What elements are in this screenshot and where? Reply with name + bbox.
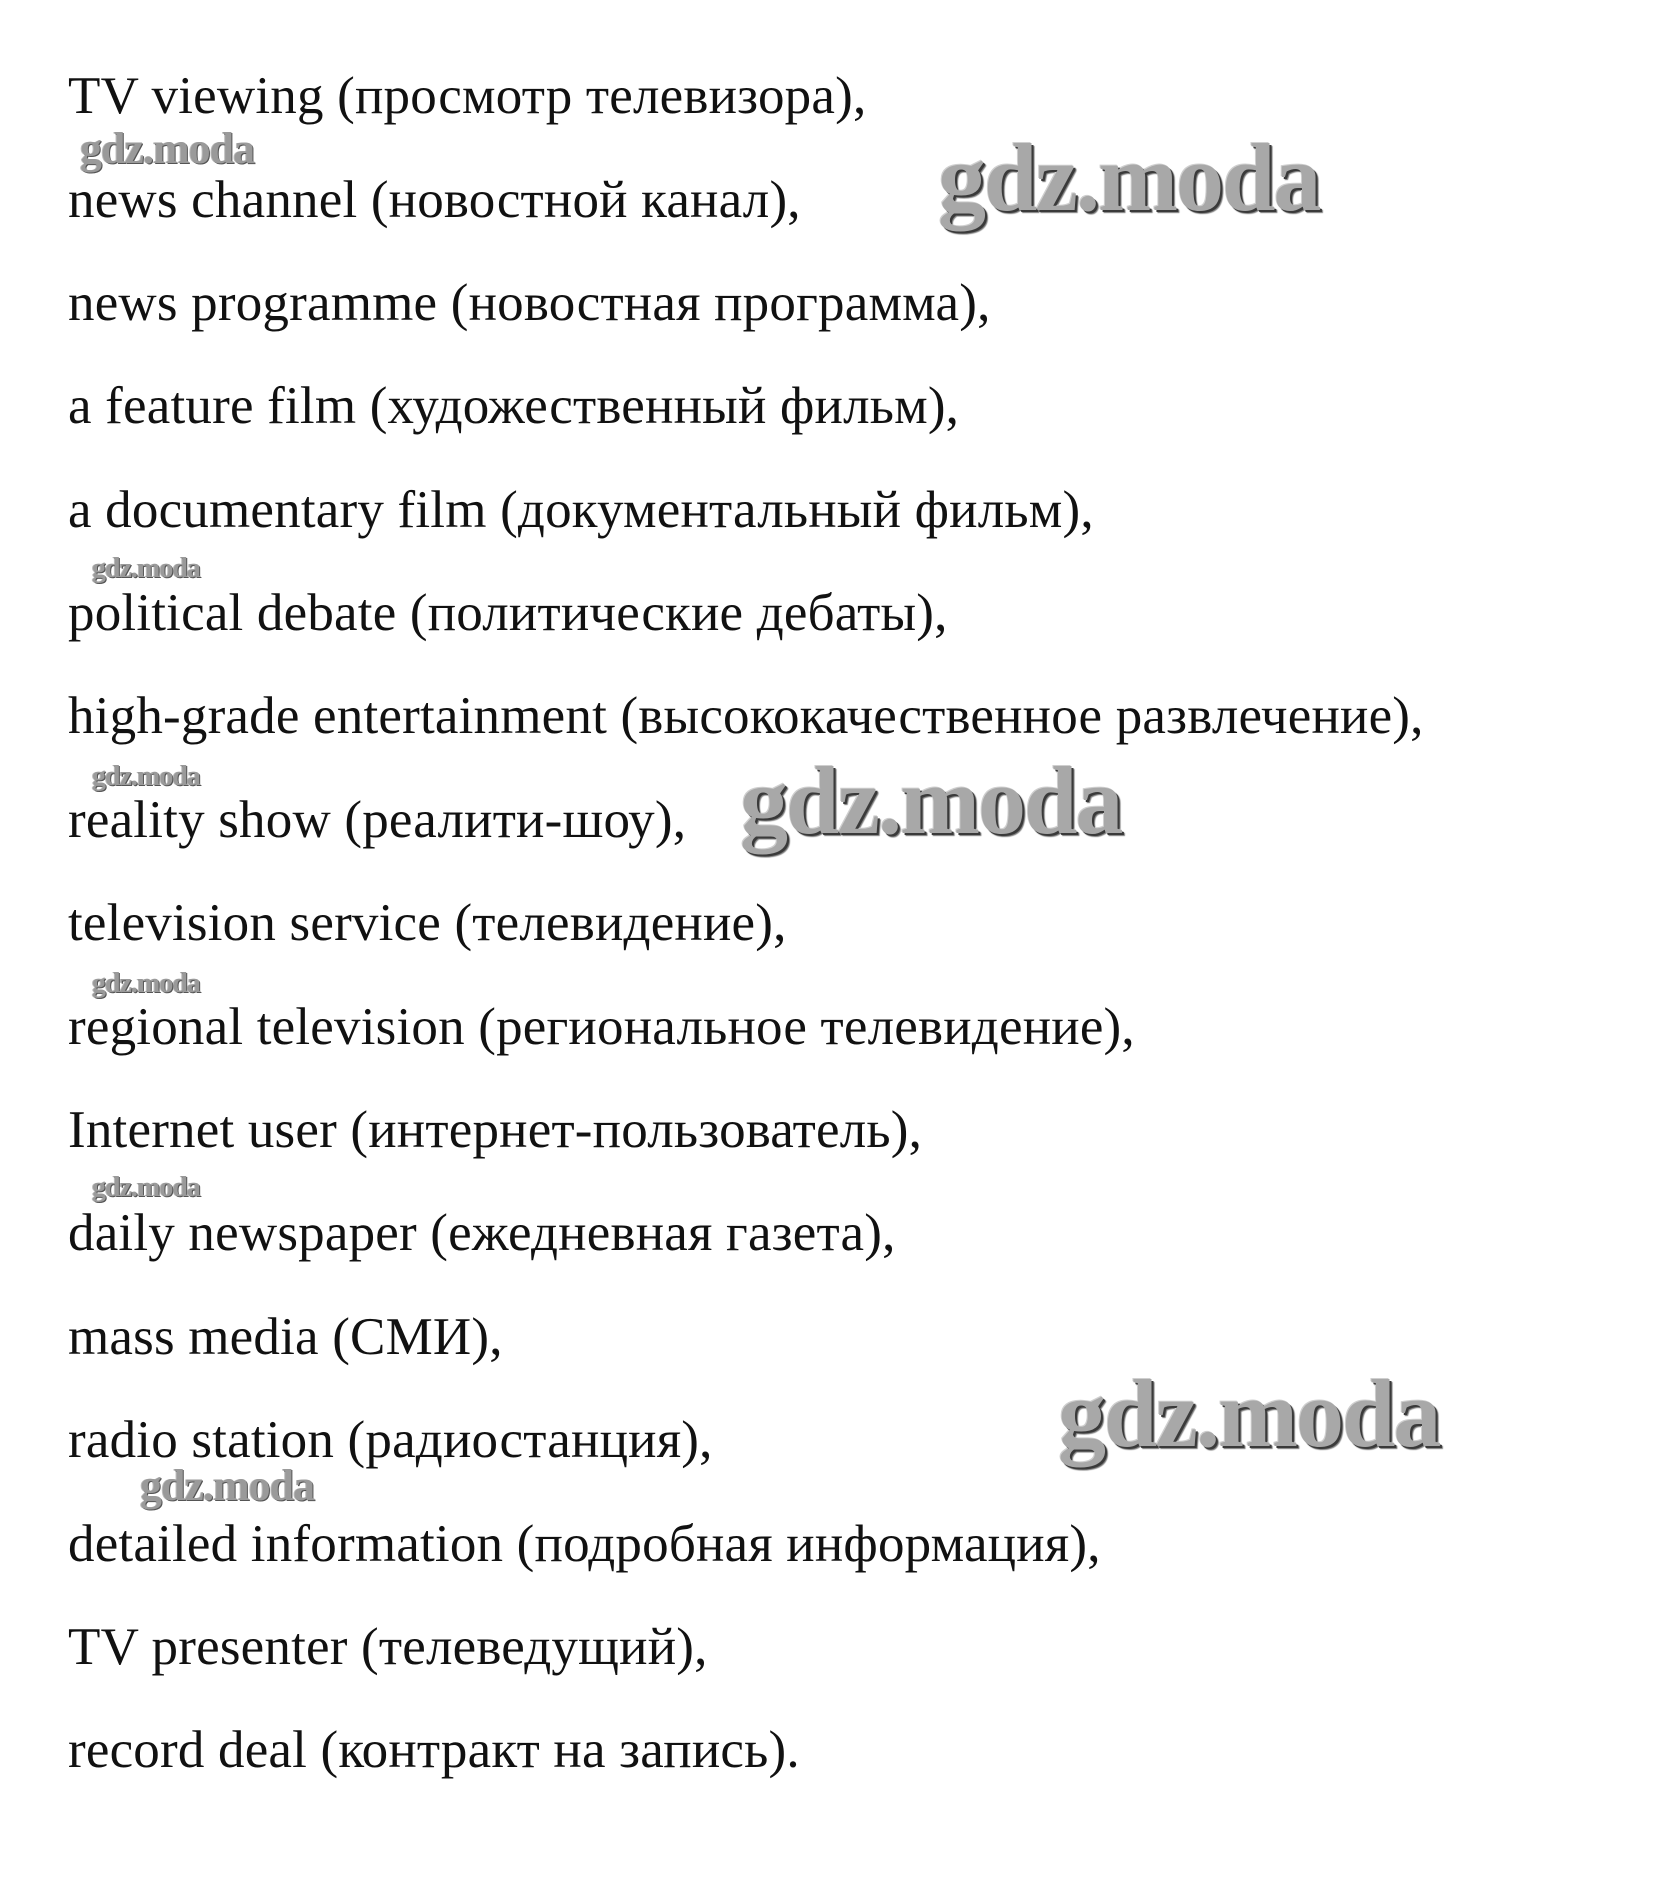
list-item: a feature film (художественный фильм), xyxy=(68,377,960,435)
watermark: gdz.moda xyxy=(938,124,1320,231)
list-item: record deal (контракт на запись). xyxy=(68,1721,800,1779)
list-item: television service (телевидение), xyxy=(68,894,787,952)
list-item: daily newspaper (ежедневная газета), xyxy=(68,1204,896,1262)
watermark: gdz.moda xyxy=(140,1461,315,1510)
list-item: regional television (региональное телевидение), xyxy=(68,998,1135,1056)
watermark: gdz.moda xyxy=(92,1172,200,1203)
list-item: a documentary film (документальный фильм), xyxy=(68,481,1094,539)
list-item: political debate (политические дебаты), xyxy=(68,584,948,642)
list-item: reality show (реалити-шоу), xyxy=(68,791,687,849)
list-item: high-grade entertainment (высококачественное развлечение), xyxy=(68,687,1424,745)
list-item: news channel (новостной канал), xyxy=(68,171,801,229)
list-item: radio station (радиостанция), xyxy=(68,1411,713,1469)
watermark: gdz.moda xyxy=(740,747,1122,854)
list-item: TV viewing (просмотр телевизора), xyxy=(68,67,867,125)
list-item: mass media (СМИ), xyxy=(68,1308,503,1366)
watermark: gdz.moda xyxy=(1058,1360,1440,1467)
watermark: gdz.moda xyxy=(80,124,255,173)
list-item: detailed information (подробная информация), xyxy=(68,1515,1101,1573)
list-item: news programme (новостная программа), xyxy=(68,274,991,332)
watermark: gdz.moda xyxy=(92,553,200,584)
watermark: gdz.moda xyxy=(92,968,200,999)
list-item: Internet user (интернет-пользователь), xyxy=(68,1101,923,1159)
watermark: gdz.moda xyxy=(92,761,200,792)
list-item: TV presenter (телеведущий), xyxy=(68,1618,708,1676)
